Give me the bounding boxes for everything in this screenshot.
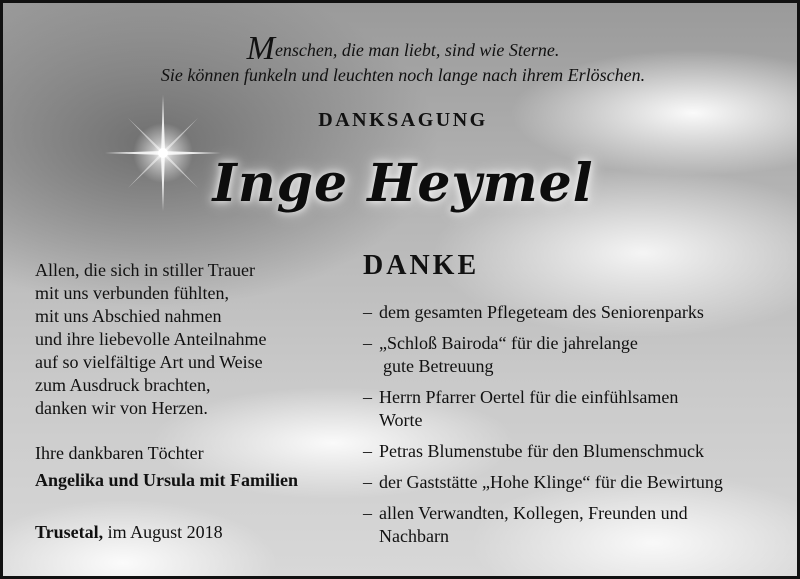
dash-bullet: – [363, 387, 372, 407]
list-item-text-cont: Nachbarn [379, 526, 449, 546]
list-item [363, 386, 783, 432]
thanks-message [35, 259, 345, 420]
thanks-message-line: zum Ausdruck brachten, [35, 375, 211, 395]
quote-line-1 [3, 30, 800, 67]
page-heading: DANKSAGUNG [318, 109, 488, 131]
signature-names: Angelika und Ursula mit Familien [35, 470, 299, 490]
danke-heading: DANKE [363, 250, 480, 281]
thanks-message-line: auf so vielfältige Art und Weise [35, 352, 263, 372]
dash-bullet: – [363, 472, 372, 492]
quote-dropcap: M [246, 30, 275, 67]
thanks-list [363, 301, 783, 548]
list-item-text: allen Verwandten, Kollegen, Freunden und [379, 503, 688, 523]
list-item [363, 332, 783, 378]
list-item [363, 502, 783, 548]
signature-intro: Ihre dankbaren Töchter [35, 443, 204, 463]
place-date [35, 522, 223, 543]
quote-line-2: Sie können funkeln und leuchten noch lange nach ihrem Erlöschen. [160, 65, 646, 85]
dash-bullet: – [363, 503, 372, 523]
list-item-text-cont: gute Betreuung [383, 356, 494, 376]
thanks-message-line: Allen, die sich in stiller Trauer [35, 260, 255, 280]
thanks-message-line: mit uns Abschied nahmen [35, 306, 222, 326]
list-item-text: der Gaststätte „Hohe Klinge“ für die Bewirtung [379, 472, 723, 492]
list-item [363, 471, 783, 494]
quote-line-1-text: enschen, die man liebt, sind wie Sterne. [274, 40, 560, 60]
list-item [363, 440, 783, 463]
thanks-message-line: danken wir von Herzen. [35, 398, 208, 418]
list-item-text: Herrn Pfarrer Oertel für die einfühlsamen [379, 387, 679, 407]
thanks-message-line: mit uns verbunden fühlten, [35, 283, 229, 303]
dash-bullet: – [363, 333, 372, 353]
dash-bullet: – [363, 441, 372, 461]
list-item [363, 301, 783, 324]
deceased-name: Inge Heymel [212, 153, 594, 214]
place-date-text: im August 2018 [103, 522, 223, 542]
list-item-text: Petras Blumenstube für den Blumenschmuck [379, 441, 704, 461]
dash-bullet: – [363, 302, 372, 322]
list-item-text-cont: Worte [379, 410, 423, 430]
thanks-message-line: und ihre liebevolle Anteilnahme [35, 329, 267, 349]
list-item-text: „Schloß Bairoda“ für die jahrelange [379, 333, 638, 353]
place-town: Trusetal, [35, 522, 104, 542]
list-item-text: dem gesamten Pflegeteam des Seniorenparks [379, 302, 704, 322]
